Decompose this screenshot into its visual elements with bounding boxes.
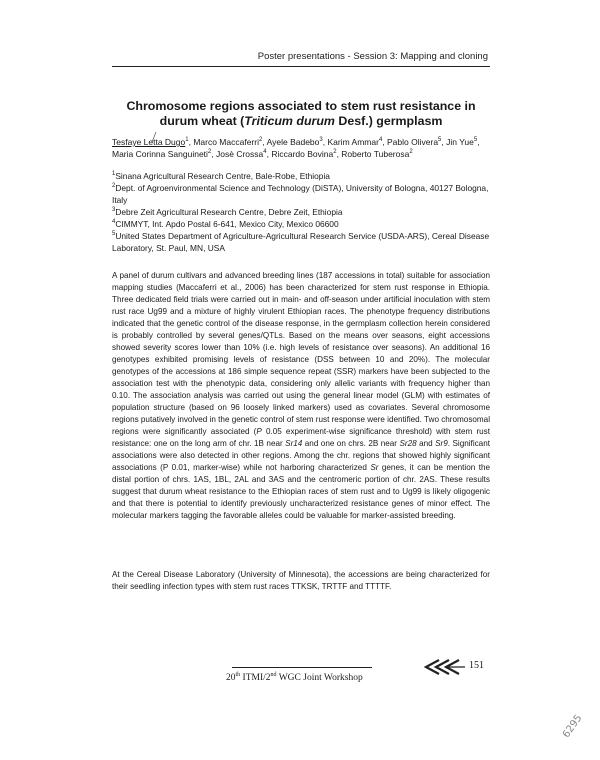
triple-chevron-logo-icon <box>423 659 465 675</box>
italic-term: Sr28 <box>399 439 417 448</box>
abstract-segment: . Significant associations were also detected in other regions. Among the chr. regions that showed highly significant associations (P 0.01, marker-wise) while not harboring characterized <box>112 439 490 472</box>
affiliation <box>112 182 490 206</box>
affiliation <box>112 170 490 182</box>
author-name: Ayele Badebo <box>266 137 320 147</box>
affiliation-number: 1 <box>112 171 116 178</box>
page-number: 151 <box>469 660 484 671</box>
author-affiliation-mark: 1 <box>185 137 189 144</box>
affiliation-number: 3 <box>112 207 116 214</box>
author-name: Josè Crossa <box>216 149 264 159</box>
italic-term: P <box>256 427 262 436</box>
affiliation-text: Debre Zeit Agricultural Research Centre, Debre Zeit, Ethiopia <box>115 207 343 217</box>
author-affiliation-mark: 2 <box>409 149 413 156</box>
abstract-segment: and <box>416 439 436 448</box>
author-affiliation-mark: 3 <box>319 137 323 144</box>
affiliation-text: CIMMYT, Int. Apdo Postal 6-641, Mexico City, Mexico 06600 <box>115 219 339 229</box>
abstract-segment: and one on chrs. 2B near <box>302 439 400 448</box>
author-affiliation-mark: 2 <box>333 149 337 156</box>
affiliation-number: 4 <box>112 219 116 226</box>
author-affiliation-mark: 4 <box>378 137 383 144</box>
running-header: Poster presentations - Session 3: Mapping and cloning <box>257 51 488 62</box>
affiliation <box>112 206 490 218</box>
author-affiliation-mark: 5 <box>438 137 442 144</box>
affiliation-text: Dept. of Agroenvironmental Science and Technology (DiSTA), University of Bologna, 40127 Bologna, Italy <box>112 183 489 205</box>
affiliation-list <box>112 170 490 254</box>
author-name: Roberto Tuberosa <box>341 149 410 159</box>
author-affiliation-mark: 4 <box>263 149 267 156</box>
author-affiliation-mark: 5 <box>473 137 478 144</box>
author-affiliation-mark: 2 <box>258 137 263 144</box>
author-name: Karim Ammar <box>327 137 379 147</box>
italic-term: Sr9 <box>435 439 448 448</box>
affiliation-text: Sinana Agricultural Research Centre, Bale-Robe, Ethiopia <box>115 171 330 181</box>
footer-workshop: 20th ITMI/2nd WGC Joint Workshop <box>226 672 363 684</box>
author-name: Maria Corinna Sanguineti <box>112 149 208 159</box>
author-name: Tesfaye Letta Dugo <box>112 137 186 147</box>
author-list: Tesfaye Letta Dugo$^1$, Marco Maccaferri$^2$, Ayele Badebo$^3$, Karim Ammar$^4$, Pablo Olivera$^5$, Jin Yue$^5$, Maria Corinna Sanguineti$^2$, Josè Crossa$^4$, Riccardo Bovina$^2$, Roberto Tuberosa$^2$ <box>112 137 480 159</box>
italic-term: Sr <box>370 463 379 472</box>
italic-term: Sr14 <box>285 439 303 448</box>
author-affiliation-mark: 2 <box>207 149 212 156</box>
footer-rule <box>232 667 372 668</box>
species-name: Triticum durum <box>244 114 335 128</box>
abstract-paragraph-2: At the Cereal Disease Laboratory (University of Minnesota), the accessions are being characterized for their seedling infection types with stem rust races TTKSK, TRTTF and TTTTF. <box>112 570 490 591</box>
affiliation <box>112 218 490 230</box>
author-name: Jin Yue <box>446 137 474 147</box>
affiliation-text: United States Department of Agriculture-Agricultural Research Service (USDA-ARS), Cereal Disease Laboratory, St. Paul, MN, USA <box>112 231 490 253</box>
affiliation-number: 2 <box>112 183 116 190</box>
author-name: Pablo Olivera <box>387 137 439 147</box>
affiliation-number: 5 <box>112 231 116 238</box>
handwritten-note: 6295 <box>560 712 585 741</box>
abstract-segment: 0.05 experiment-wise significance threshold) with stem rust resistance: one on the long arm of chr. 1B near <box>112 427 491 448</box>
header-rule <box>112 66 490 67</box>
abstract-segment: A panel of durum cultivars and advanced breeding lines (187 accessions in total) suitable for association mapping studies (Maccaferri et al., 2006) has been characterized for stem rust response in Ethiopia. Three dedicated field trials were carried out in main- and off-season under artificial inoculation with stem rust race Ug99 and a mixture of highly virulent Ethiopian races. The phenotype frequency distributions indicated that the genetic control of the disease response, in the germplasm collection herein considered is probably controlled by several genes/QTLs. Based on the means over seasons, eight accessions showed severity scores lower than 10% (i.e. high levels of resistance over seasons). An additional 16 genotypes exhibited promising levels of resistance (DSS between 10 and 20%). The molecular genotypes of the accessions at 186 simple sequence repeat (SSR) markers have been subjected to the association test with the phenotypic data, considering only allelic variants with frequency higher than 0.10. The association analysis was carried out using the general linear model (GLM) with estimates of population structure (based on 96 loosely linked markers) used as covariates. Several chromosome regions putatively involved in the genetic control of stem rust response were identified. Two chromosomal regions were significantly associated ( <box>112 271 490 436</box>
author-name: Marco Maccaferri <box>193 137 259 147</box>
affiliation <box>112 230 490 254</box>
paper-title: Chromosome regions associated to stem rust resistance in durum wheat (Triticum durum Desf.) germplasm <box>126 99 476 128</box>
abstract-text <box>112 270 490 522</box>
abstract-segment: genes, it can be mention the distal portion of chrs. 1AS, 1BL, 2AL and 3AS and the centromeric portion of chr. 2AS. These results suggest that durum wheat resistance to the Ethiopian races of stem rust and to Ug99 is likely oligogenic and that there is potential to identify previously uncharacterized resistance genes of minor effect. The molecular markers tagging the favorable alleles could be valuable for marker-assisted breeding. <box>112 463 490 520</box>
author-name: Riccardo Bovina <box>271 149 334 159</box>
